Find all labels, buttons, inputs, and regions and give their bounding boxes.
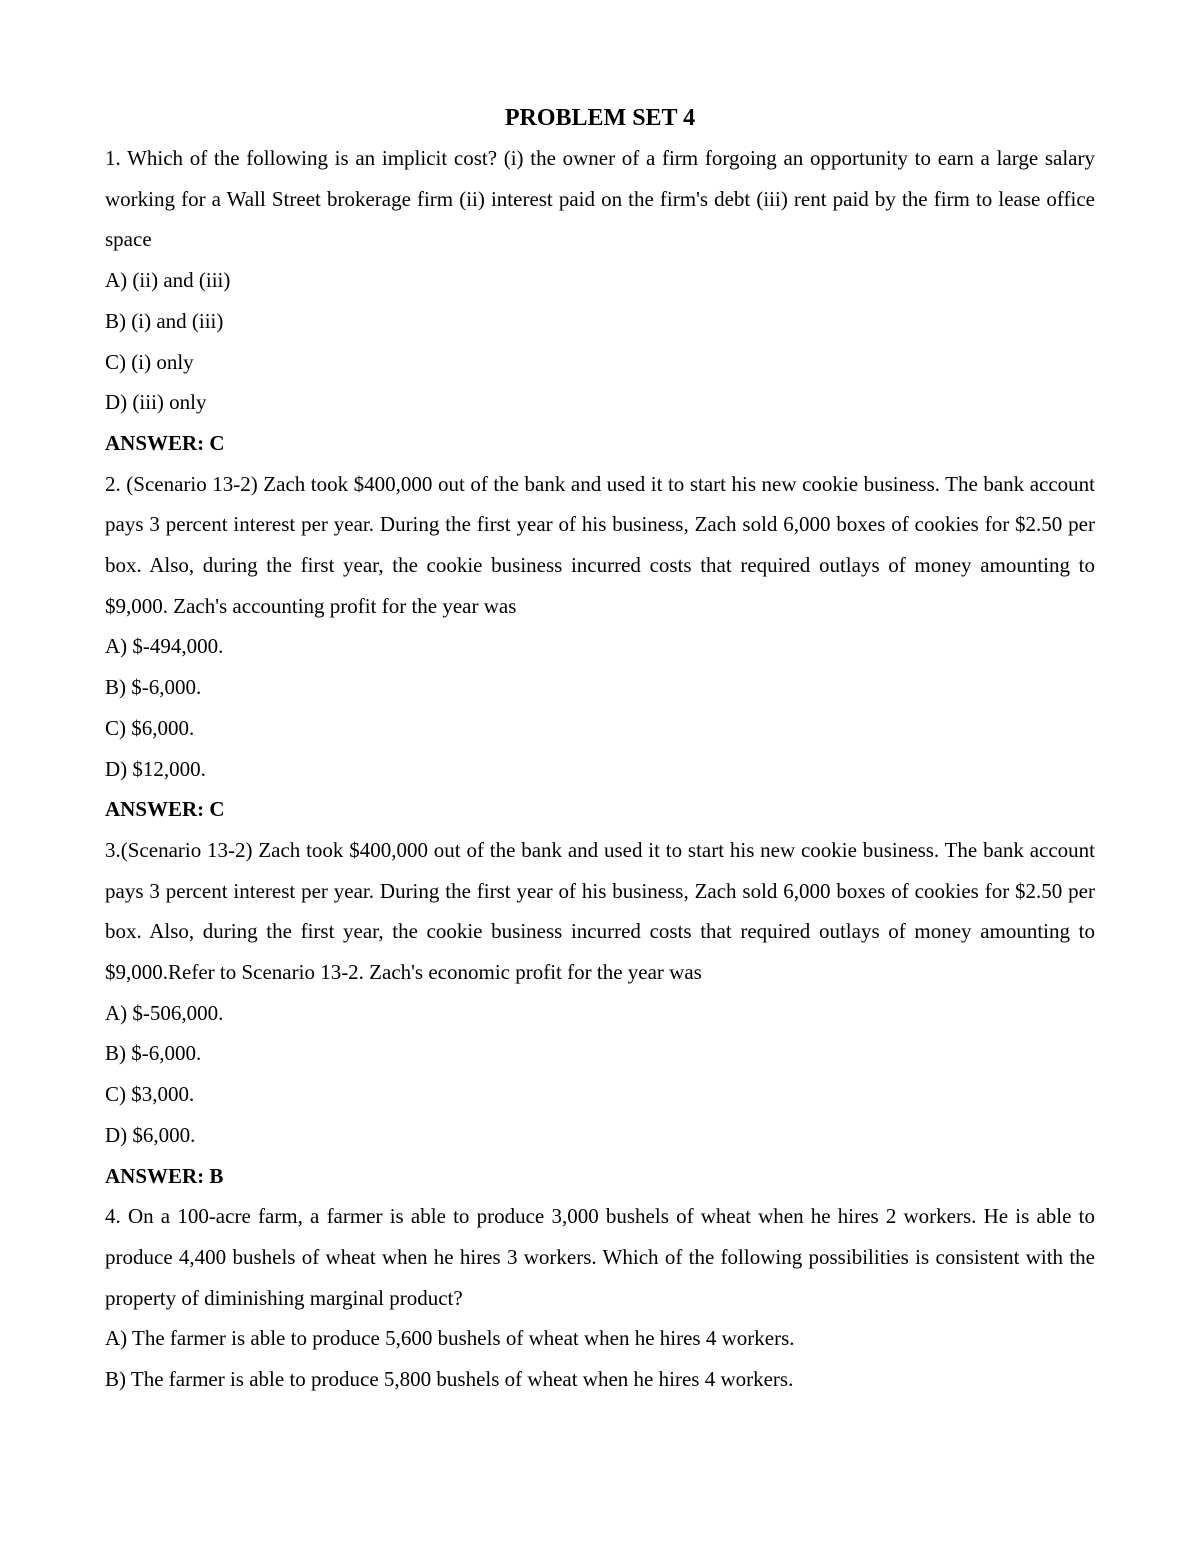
question-1	[105, 138, 1095, 464]
answer-option: C) $6,000.	[105, 715, 195, 740]
answer-option: B) $-6,000.	[105, 675, 202, 700]
question-3	[105, 830, 1095, 1196]
answer-key: ANSWER: C	[105, 430, 225, 455]
answer-option: D) (iii) only	[105, 390, 207, 415]
document-content	[105, 98, 1095, 1400]
answer-option: D) $12,000.	[105, 756, 206, 781]
question-2	[105, 464, 1095, 830]
answer-option: A) The farmer is able to produce 5,600 bushels of wheat when he hires 4 workers.	[105, 1326, 795, 1351]
answer-option: A) $-494,000.	[105, 634, 224, 659]
answer-option: A) $-506,000.	[105, 1000, 224, 1025]
answer-option: C) (i) only	[105, 349, 194, 374]
answer-key: ANSWER: C	[105, 797, 225, 822]
answer-option: A) (ii) and (iii)	[105, 268, 231, 293]
question-stem: 1. Which of the following is an implicit cost? (i) the owner of a firm forgoing an opportunity to earn a large salary working for a Wall Street brokerage firm (ii) interest paid on the firm's debt (iii) rent paid by the firm to lease office space	[105, 146, 1095, 252]
page-title: PROBLEM SET 4	[504, 105, 696, 131]
answer-option: C) $3,000.	[105, 1082, 195, 1107]
question-stem: 4. On a 100-acre farm, a farmer is able to produce 3,000 bushels of wheat when he hires 2 workers. He is able to produce 4,400 bushels of wheat when he hires 3 workers. Which of the following possibilities is consistent with the property of diminishing marginal product?	[105, 1204, 1095, 1310]
answer-option: D) $6,000.	[105, 1122, 196, 1147]
answer-key: ANSWER: B	[105, 1163, 224, 1188]
answer-option: B) $-6,000.	[105, 1041, 202, 1066]
question-stem: 3.(Scenario 13-2) Zach took $400,000 out of the bank and used it to start his new cookie business. The bank account pays 3 percent interest per year. During the first year of his business, Zach sold 6,000 boxes of cookies for $2.50 per box. Also, during the first year, the cookie business incurred costs that required outlays of money amounting to $9,000.Refer to Scenario 13-2. Zach's economic profit for the year was	[105, 837, 1095, 985]
answer-option: B) The farmer is able to produce 5,800 bushels of wheat when he hires 4 workers.	[105, 1367, 794, 1392]
answer-option: B) (i) and (iii)	[105, 308, 224, 333]
question-4	[105, 1196, 1095, 1400]
question-stem: 2. (Scenario 13-2) Zach took $400,000 out of the bank and used it to start his new cookie business. The bank account pays 3 percent interest per year. During the first year of his business, Zach sold 6,000 boxes of cookies for $2.50 per box. Also, during the first year, the cookie business incurred costs that required outlays of money amounting to $9,000. Zach's accounting profit for the year was	[105, 471, 1095, 618]
